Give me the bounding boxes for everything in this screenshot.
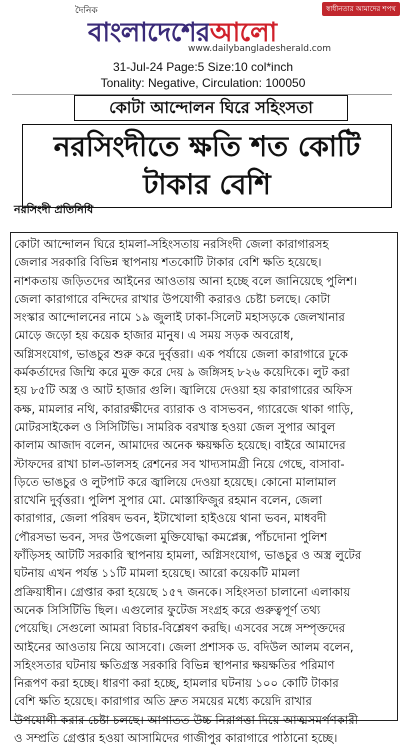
article-kicker: কোটা আন্দোলন ঘিরে সহিংসতা: [74, 95, 348, 121]
article-body-line: নাশকতায় জড়িতদের আইনের আওতায় আনা হচ্ছে বলে জানিয়েছে পুলিশ।: [14, 273, 358, 288]
article-body: [10, 232, 398, 746]
article-body-line: ঘটনায় এখন পর্যন্ত ১১টি মামলা হয়েছে। আরো কয়েকটি মামলা: [14, 566, 300, 581]
article-body-line: কালাম আজাদ বলেন, আমাদের অনেক ক্ষয়ক্ষতি হয়েছে। বাইরে আমাদের: [14, 438, 346, 453]
article-body-line: রাখেনি দুর্বৃত্তরা। পুলিশ সুপার মো. মোস্তাফিজুর রহমান বলেন, জেলা: [14, 493, 322, 508]
masthead-tagline: স্বাধীনতার আমাদের শপথ: [322, 2, 400, 16]
article-body-line: জেলা কারাগারে বন্দিদের রাখার উপযোগী করারও চেষ্টা চলছে। কোটা: [14, 291, 331, 306]
article-body-line: অগ্নিসংযোগ, ভাঙচুর শুরু করে দুর্বৃত্তরা। এক পর্যায়ে জেলা কারাগারে ঢুকে: [14, 346, 348, 361]
clipping-meta-date: 31-Jul-24 Page:5 Size:10 col*inch: [112, 60, 294, 74]
article-body-lines: [14, 235, 394, 747]
article-body-line: উপযোগী করার চেষ্টা চলছে। আপাতত উচ্চ নিরাপত্তা দিয়ে আত্মসমর্পণকারী: [14, 712, 358, 727]
masthead-daily-label: দৈনিক: [75, 6, 98, 16]
headline-box: [22, 124, 392, 208]
article-body-line: ও সম্প্রতি গ্রেপ্তার হওয়া আসামিদের গাজীপুর কারাগারে পাঠানো হচ্ছে।: [14, 731, 338, 746]
article-body-line: কোটা আন্দোলন ঘিরে হামলা-সহিংসতায় নরসিংদী জেলা কারাগারসহ: [14, 237, 329, 251]
article-body-line: কক্ষ, মামলার নথি, কারারক্ষীদের ব্যারাক ও বাসভবন, গ্যারেজে থাকা গাড়ি,: [14, 401, 354, 416]
newspaper-name-part1: বাংলাদেশের: [88, 18, 210, 48]
article-body-line: অনেক সিসিটিভি ছিল। এগুলোর ফুটেজ সংগ্রহ করে গুরুত্বপূর্ণ তথ্য: [14, 602, 321, 617]
article-body-line: ফাঁড়িসহ আটটি সরকারি স্থাপনায় হামলা, অগ্নিসংযোগ, ভাঙচুর ও অস্ত্র লুটের: [14, 548, 362, 563]
article-body-line: বেশি ক্ষতি হয়েছে। কারাগার অতি দ্রুত সময়ের মধ্যে কয়েদি রাখার: [14, 694, 312, 709]
headline-line-2: টাকার বেশি: [143, 168, 271, 201]
article-body-line: মোটরসাইকেল ও সিসিটিভি। সামরিক বরখাস্ত হওয়া জেল সুপার আবুল: [14, 419, 336, 434]
article-body-line: কারাগার, জেলা পরিষদ ভবন, ইটাখোলা হাইওয়ে থানা ভবন, মাধবদী: [14, 511, 327, 526]
article-body-line: পেয়েছি। সেগুলো আমরা বিচার-বিশ্লেষণ করছি। এসবের সঙ্গে সম্পৃক্তদের: [14, 621, 346, 636]
article-body-line: ড়িতে ভাঙচুর ও লুটপাট করে জ্বালিয়ে দেওয়া হয়েছে। কোনো মালামাল: [14, 474, 337, 489]
article-body-line: প্রক্রিয়াধীন। গ্রেপ্তার করা হয়েছে ১৫৭ জনকে। সহিংসতা চালানো এলাকায়: [14, 584, 351, 599]
article-body-line: স্টাফদের রাখা চাল-ডালসহ রেশনের সব খাদ্যসামগ্রী নিয়ে গেছে, বাসাবা-: [14, 456, 345, 471]
article-body-line: সংস্কার আন্দোলনের নামে ১৯ জুলাই ঢাকা-সিলেট মহাসড়কে জেলখানার: [14, 310, 345, 325]
article-body-line: মোড়ে জড়ো হয় কয়েক হাজার মানুষ। এ সময় সড়ক অবরোধ,: [14, 328, 294, 343]
article-body-line: হয় ৮৫টি অস্ত্র ও আট হাজার গুলি। জ্বালিয়ে দেওয়া হয় কারাগারের অফিস: [14, 383, 353, 398]
article-body-line: সহিংসতার ঘটনায় ক্ষতিগ্রস্ত সরকারি বিভিন্ন স্থাপনার ক্ষয়ক্ষতির পরিমাণ: [14, 657, 335, 672]
newspaper-masthead: [0, 0, 406, 58]
headline-line-1: নরসিংদীতে ক্ষতি শত কোটি: [53, 130, 361, 163]
article-body-line: আইনের আওতায় নিয়ে আসবো। জেলা প্রশাসক ড. বদিউল আলম বলেন,: [14, 639, 354, 654]
clipping-meta-tonality: Tonality: Negative, Circulation: 100050: [100, 76, 306, 90]
article-body-line: কর্মকর্তাদের জিম্মি করে মুক্ত করে দেয় ৯ জঙ্গিসহ ৮২৬ কয়েদিকে। লুট করা: [14, 365, 350, 380]
article-body-line: জেলার সরকারি বিভিন্ন স্থাপনায় শতকোটি টাকার বেশি ক্ষতি হয়েছে।: [14, 255, 322, 270]
article-body-line: নিরূপণ করা হচ্ছে। ধারণা করা হচ্ছে, হামলার ঘটনায় ১০০ কোটি টাকার: [14, 676, 339, 691]
byline: নরসিংদী প্রতিনিধি: [14, 203, 94, 216]
article-body-line: পৌরসভা ভবন, সদর উপজেলা মুক্তিযোদ্ধা কমপ্লেক্স, পাঁচদোনা পুলিশ: [14, 529, 327, 544]
masthead-url: www.dailybangladesherald.com: [188, 44, 332, 54]
newspaper-name-part2: আলো: [209, 18, 277, 48]
